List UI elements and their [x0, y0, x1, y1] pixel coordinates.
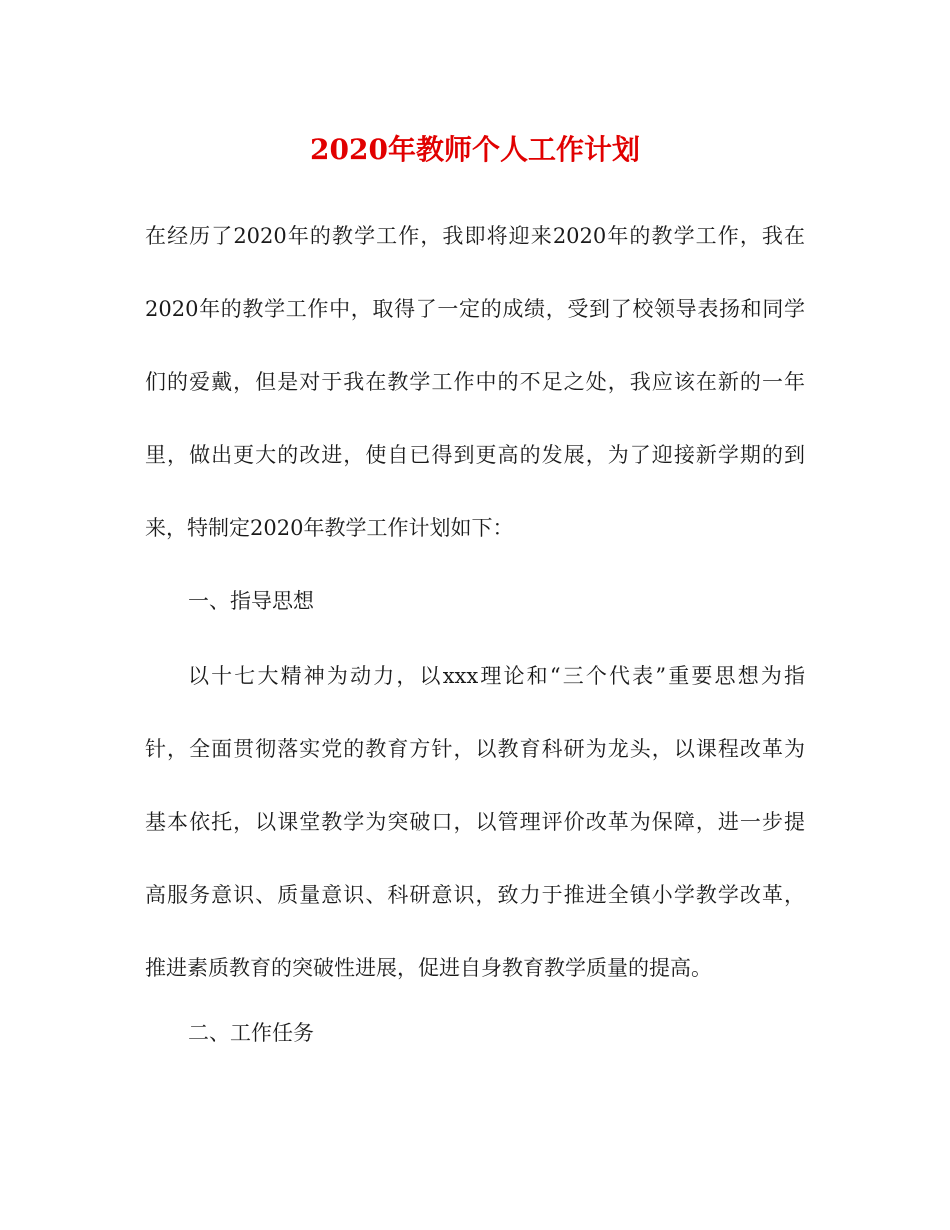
intro-line-2: 2020年的教学工作中，取得了一定的成绩，受到了校领导表扬和同学	[145, 297, 805, 321]
guide-line-4: 高服务意识、质量意识、科研意识，致力于推进全镇小学教学改革，	[145, 883, 805, 907]
guide-line-3: 基本依托，以课堂教学为突破口，以管理评价改革为保障，进一步提	[145, 810, 805, 834]
guide-line-5: 推进素质教育的突破性进展，促进自身教育教学质量的提高。	[145, 956, 712, 980]
guide-line-2: 针，全面贯彻落实党的教育方针，以教育科研为龙头，以课程改革为	[145, 737, 805, 761]
section-heading-work-tasks: 二、工作任务	[188, 1021, 314, 1045]
intro-line-5: 来，特制定2020年教学工作计划如下：	[145, 516, 514, 540]
document-title: 2020年教师个人工作计划	[310, 133, 640, 166]
guide-line-1: 以十七大精神为动力，以xxx理论和“三个代表”重要思想为指	[188, 664, 805, 688]
intro-line-3: 们的爱戴，但是对于我在教学工作中的不足之处，我应该在新的一年	[145, 370, 805, 394]
intro-paragraph	[145, 200, 805, 565]
guide-paragraph	[145, 640, 805, 1005]
intro-line-4: 里，做出更大的改进，使自已得到更高的发展，为了迎接新学期的到	[145, 443, 805, 467]
section-heading-guiding-ideology: 一、指导思想	[188, 589, 314, 613]
intro-line-1: 在经历了2020年的教学工作，我即将迎来2020年的教学工作，我在	[145, 224, 805, 248]
